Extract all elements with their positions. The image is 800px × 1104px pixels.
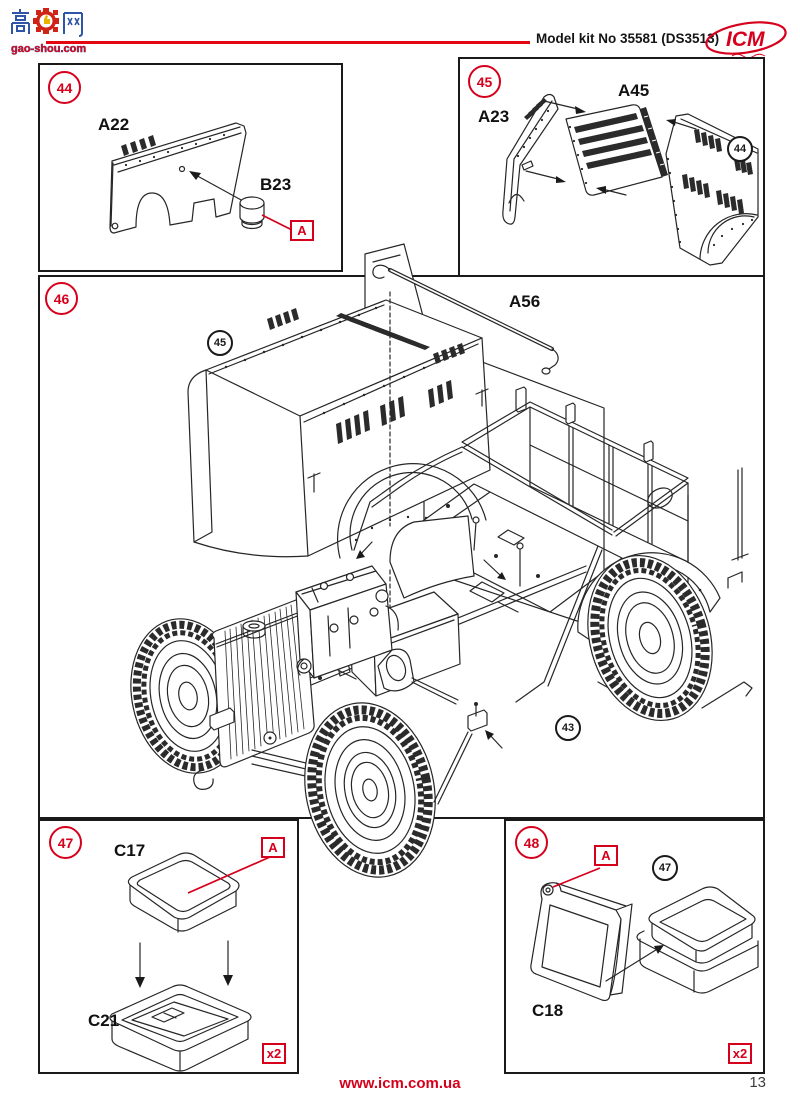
kit-number-label: Model kit No 35581 (DS3513) (536, 31, 720, 46)
marker-a: A (261, 837, 285, 858)
step-46-badge: 46 (45, 282, 78, 315)
quantity-marker: x2 (262, 1043, 286, 1064)
watermark-domain: gao-shou.com (11, 43, 87, 55)
page-number: 13 (749, 1074, 766, 1091)
watermark-gear-icon (33, 8, 59, 34)
part-a22-drawing (110, 123, 246, 233)
part-c18-drawing (531, 883, 632, 1001)
part-a45-drawing (566, 105, 668, 195)
ref-badge-45: 45 (207, 330, 233, 356)
part-label-a56: A56 (509, 292, 541, 311)
step-46-illustration (38, 230, 761, 880)
watermark-cn-right-glyph (64, 13, 82, 36)
part-label-c21: C21 (88, 1011, 120, 1030)
part-label-a22: A22 (98, 115, 130, 134)
step47-assembly-drawing (637, 887, 758, 993)
part-b23-drawing (240, 197, 264, 229)
website-link: www.icm.com.ua (339, 1075, 461, 1092)
assembly-arrows (135, 941, 233, 988)
part-c21-drawing (110, 985, 251, 1071)
marker-a-leader (262, 215, 292, 230)
ref-badge-44: 44 (727, 136, 753, 162)
rear-wheel-drawing (569, 541, 731, 736)
step-47-badge: 47 (49, 826, 82, 859)
watermark-logo (8, 6, 128, 58)
part-label-a45: A45 (618, 81, 650, 100)
watermark-cn-left-glyph (12, 9, 29, 34)
part-label-a23: A23 (478, 107, 510, 126)
step-48-badge: 48 (515, 826, 548, 859)
quantity-marker: x2 (728, 1043, 752, 1064)
marker-a: A (290, 220, 314, 241)
firewall-drawing (390, 516, 474, 598)
marker-a: A (594, 845, 618, 866)
ref-badge-47: 47 (652, 855, 678, 881)
step-45-badge: 45 (468, 65, 501, 98)
step-44-badge: 44 (48, 71, 81, 104)
part-label-c18: C18 (532, 1001, 564, 1020)
part-label-b23: B23 (260, 175, 292, 194)
ref-badge-43: 43 (555, 715, 581, 741)
step-46-drawing (38, 230, 761, 880)
part-a23-drawing (503, 95, 558, 225)
part-label-c17: C17 (114, 841, 146, 860)
icm-logo-text: ICM (726, 28, 765, 51)
